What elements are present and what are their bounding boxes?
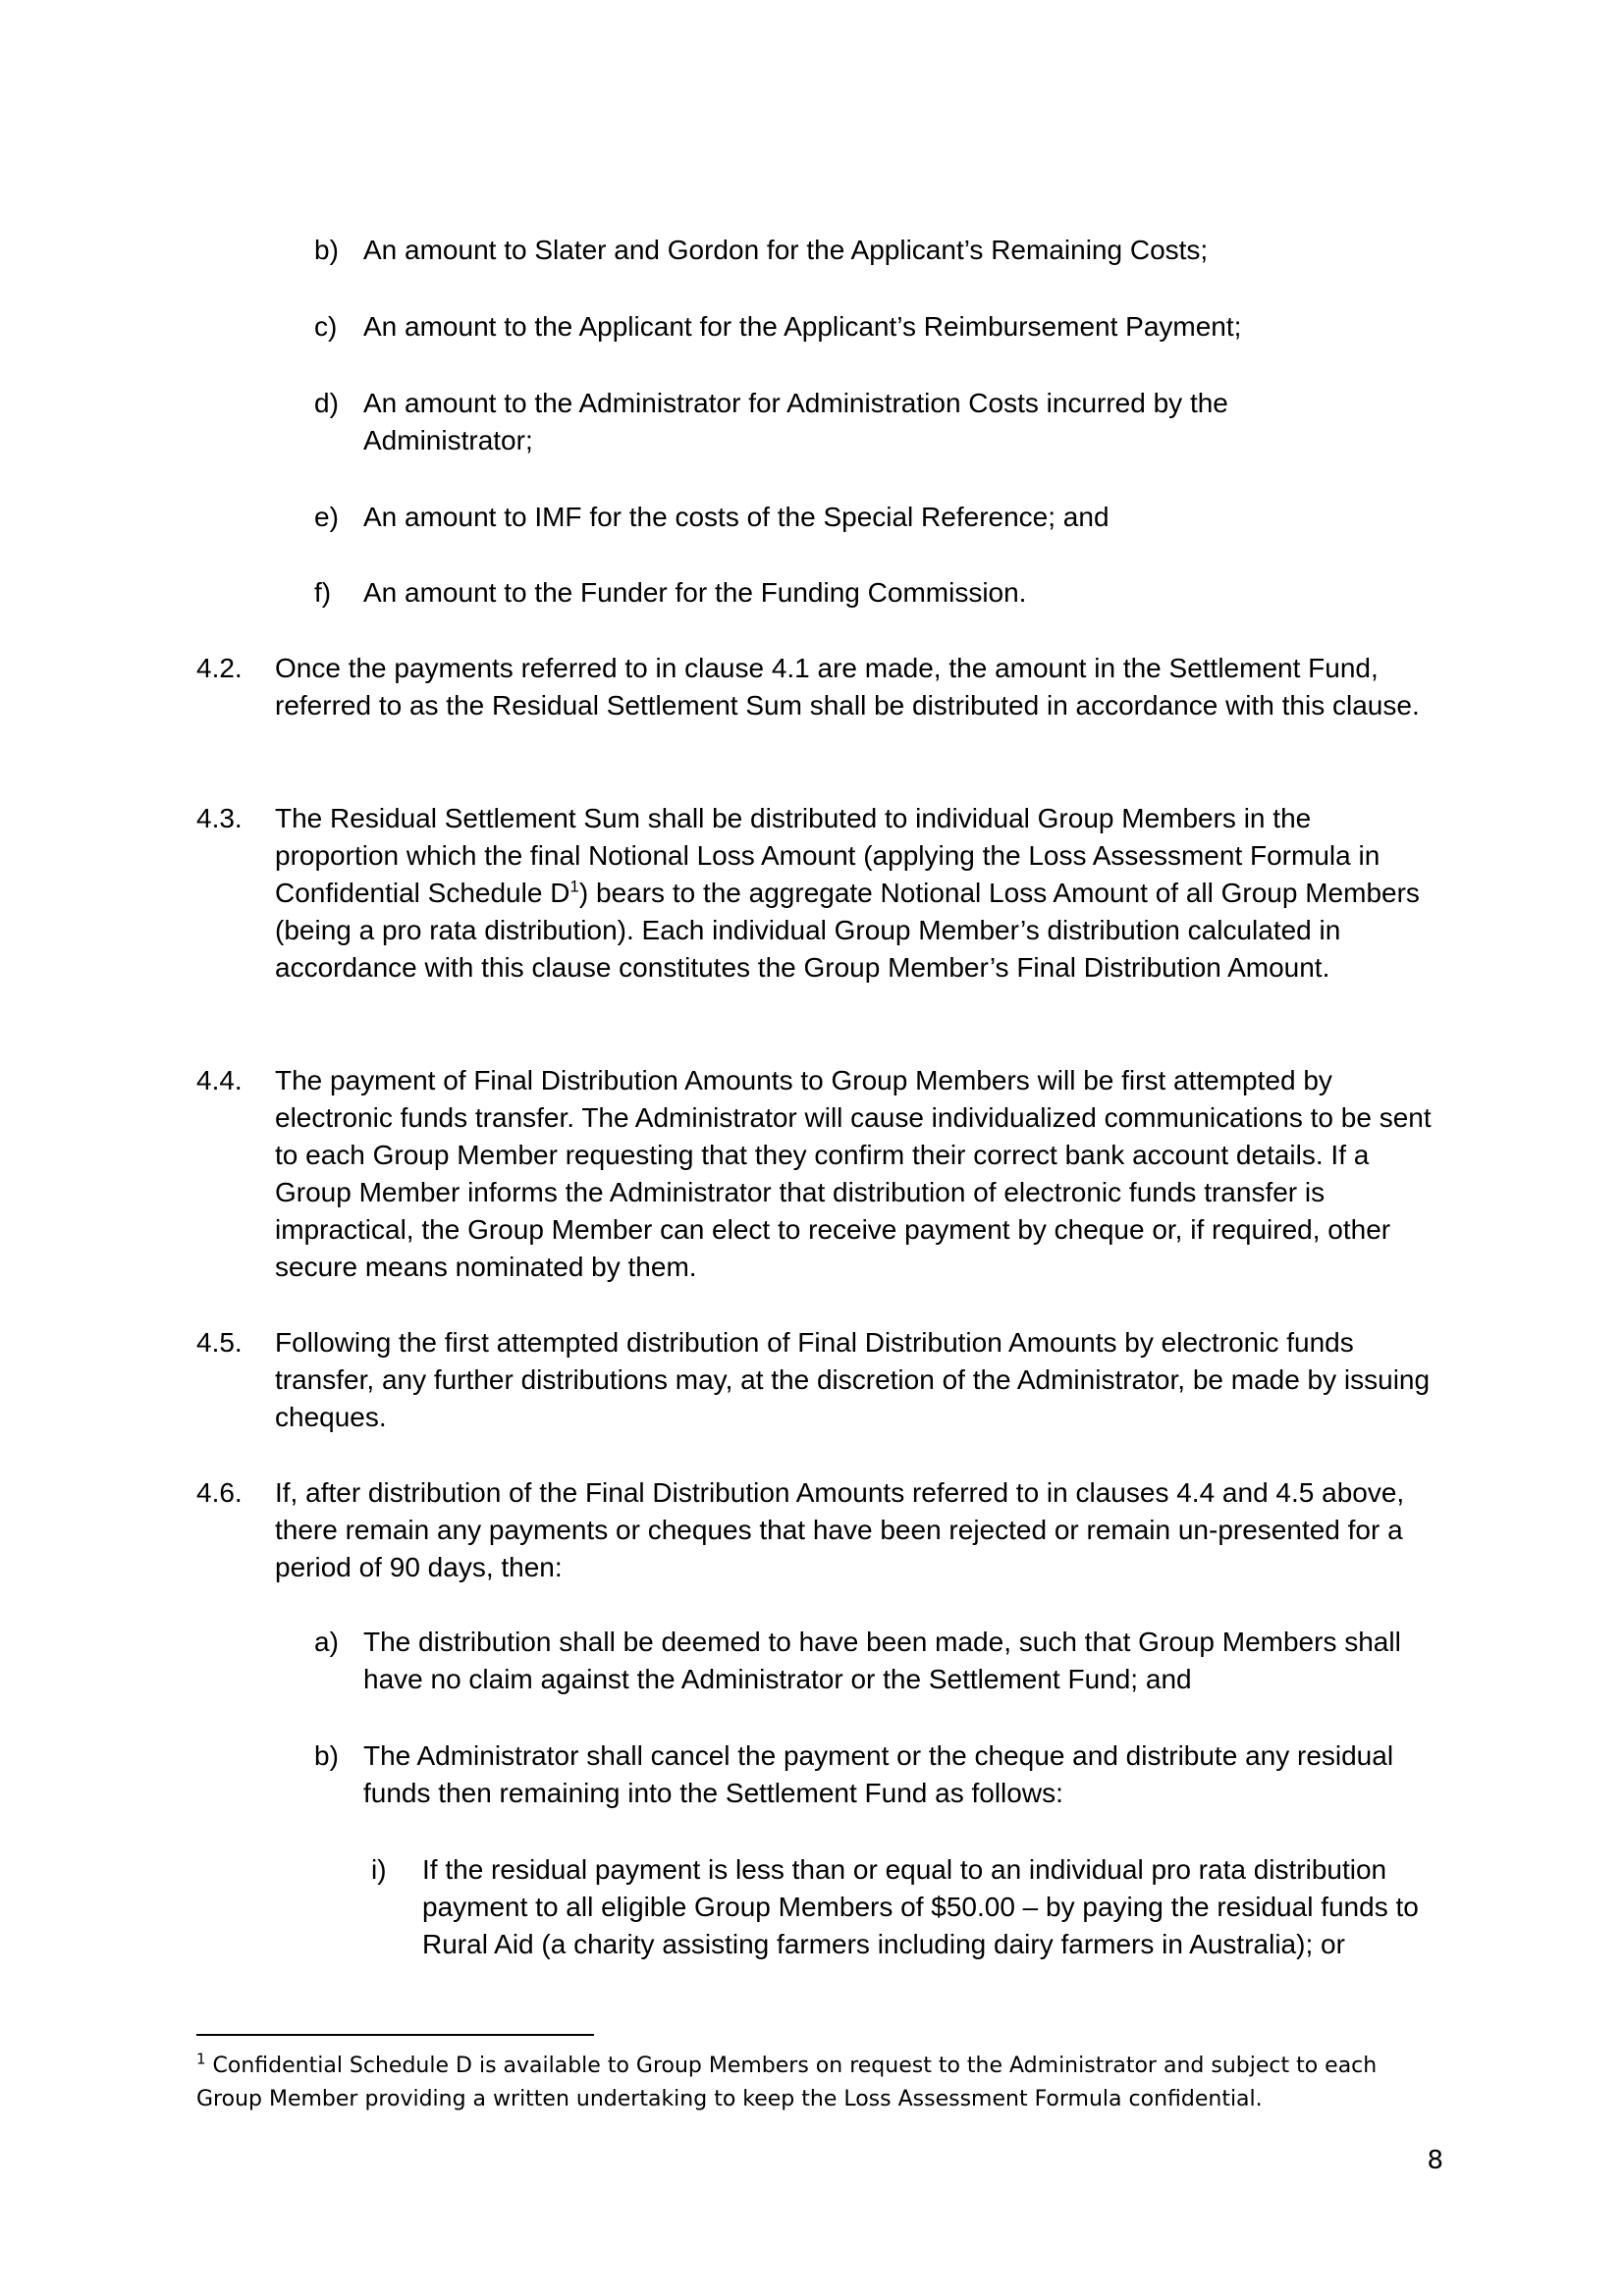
clause-number: 4.4.: [196, 1065, 243, 1095]
list-item-text: An amount to IMF for the costs of the Special Reference; and: [363, 502, 1110, 532]
clause-text: [275, 800, 1434, 987]
clause-text: The payment of Final Distribution Amounts to Group Members will be first attempted by electronic funds transfer. The Administrator will cause individualized communications to be sent to each Group Member requesting that they confirm their correct bank account details. If a Group Member informs the Administrator that distribution of electronic funds transfer is impractical, the Group Member can elect to receive payment by cheque or, if required, other secure means nominated by them.: [275, 1065, 1432, 1282]
list-item-label: b): [314, 1740, 339, 1771]
list-item-label: c): [314, 311, 338, 342]
footnote-separator: [196, 2034, 594, 2036]
list-item-text: An amount to the Administrator for Administration Costs incurred by the Administrator;: [363, 388, 1228, 455]
list-item-label: d): [314, 388, 339, 418]
clause-text: Once the payments referred to in clause 4.1 are made, the amount in the Settlement Fund, referred to as the Residual Settlement Sum shall be distributed in accordance with this clause.: [275, 653, 1420, 721]
sub-list-item-text: If the residual payment is less than or equal to an individual pro rata distribution payment to all eligible Group Members of $50.00 – by paying the residual funds to Rural Aid (a charity assisting farmers including dairy farmers in Australia); or: [422, 1854, 1419, 1959]
clause-number: 4.5.: [196, 1327, 243, 1358]
page-number: 8: [1427, 2146, 1443, 2175]
footnote: [196, 2050, 1434, 2116]
list-item-label: b): [314, 235, 339, 265]
list-item-text: An amount to the Funder for the Funding Commission.: [363, 577, 1027, 608]
clause-text: If, after distribution of the Final Distribution Amounts referred to in clauses 4.4 and 4.5 above, there remain any payments or cheques that have been rejected or remain un-presented for a period of 90 days, then:: [275, 1477, 1405, 1582]
clause-text-before: The Residual Settlement Sum shall be distributed to individual Group Members in the proportion which the final Notional Loss Amount (applying the Loss Assessment Formula in Confidential Schedule D: [275, 803, 1380, 908]
footnote-text: Confidential Schedule D is available to Group Members on request to the Administrator and subject to each Group Member providing a written undertaking to keep the Loss Assessment Formula confidential.: [196, 2054, 1378, 2111]
clause-text-after: ) bears to the aggregate Notional Loss Amount of all Group Members (being a pro rata distribution). Each individual Group Member’s distribution calculated in accordance with this clause constitutes the Group Member’s Final Distribution Amount.: [275, 878, 1420, 983]
list-item-label: a): [314, 1627, 339, 1657]
clause-number: 4.2.: [196, 653, 243, 683]
list-item-text: An amount to the Applicant for the Applicant’s Reimbursement Payment;: [363, 311, 1242, 342]
list-item-text: The distribution shall be deemed to have been made, such that Group Members shall have no claim against the Administrator or the Settlement Fund; and: [363, 1627, 1401, 1694]
list-item-text: An amount to Slater and Gordon for the Applicant’s Remaining Costs;: [363, 235, 1209, 265]
footnote-marker: 1: [196, 2050, 206, 2068]
list-item-label: f): [314, 577, 332, 608]
list-item-label: e): [314, 502, 339, 532]
clause-number: 4.3.: [196, 803, 243, 833]
clause-text: Following the first attempted distribution of Final Distribution Amounts by electronic funds transfer, any further distributions may, at the discretion of the Administrator, be made by issuing cheques.: [275, 1327, 1431, 1432]
list-item-text: The Administrator shall cancel the payment or the cheque and distribute any residual funds then remaining into the Settlement Fund as follows:: [363, 1740, 1394, 1808]
footnote-reference: 1: [569, 877, 579, 896]
sub-list-item-label: i): [371, 1854, 387, 1885]
clause-number: 4.6.: [196, 1477, 243, 1508]
